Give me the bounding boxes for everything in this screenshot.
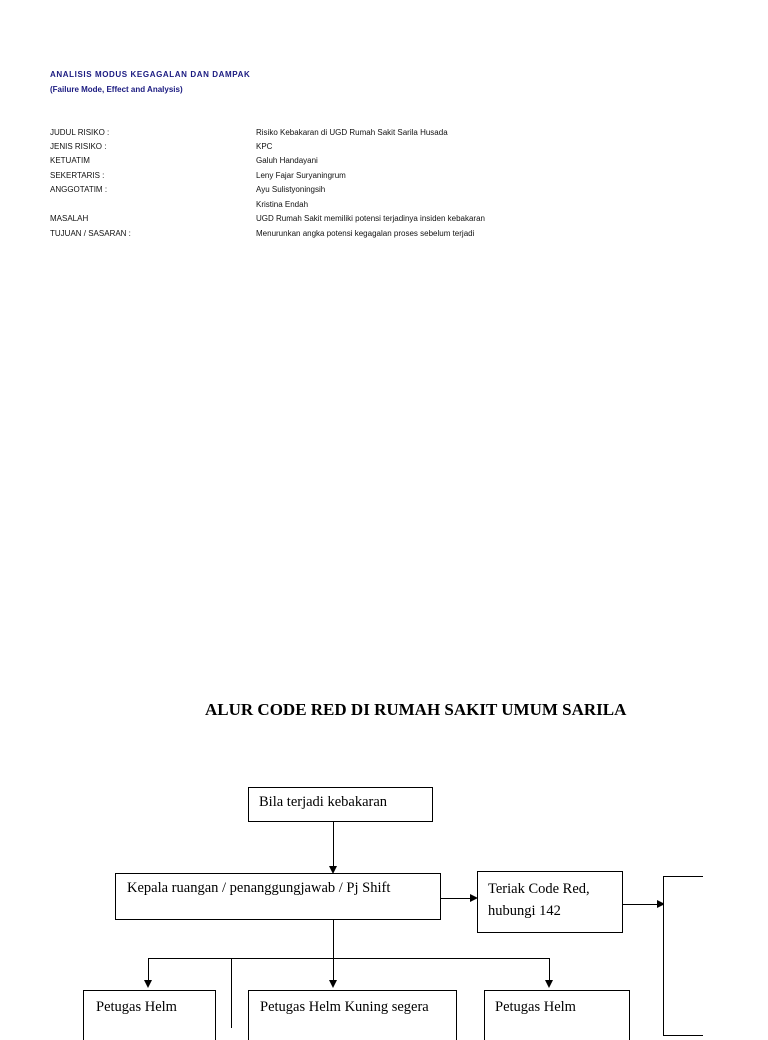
helm-left-text: Petugas Helm xyxy=(96,999,177,1015)
helm-right-box xyxy=(484,990,630,1040)
arrowhead-branch-right xyxy=(545,980,553,988)
connector-branch-left xyxy=(148,958,149,982)
meta-value-jenis: KPC xyxy=(256,142,273,151)
meta-label-ketua: KETUATIM xyxy=(50,156,90,165)
call-box-line-1: Teriak Code Red, xyxy=(488,881,590,897)
offscreen-box xyxy=(663,876,703,1036)
meta-value-tujuan: Menurunkan angka potensi kegagalan proses sebelum terjadi xyxy=(256,229,475,238)
meta-value-sekertaris: Leny Fajar Suryaningrum xyxy=(256,171,346,180)
document-subtitle: (Failure Mode, Effect and Analysis) xyxy=(50,85,183,94)
start-box-text: Bila terjadi kebakaran xyxy=(259,794,388,810)
meta-label-tujuan: TUJUAN / SASARAN : xyxy=(50,229,131,238)
meta-value-judul: Risiko Kebakaran di UGD Rumah Sakit Sarila Husada xyxy=(256,128,448,137)
connector-call-offscreen xyxy=(623,904,659,905)
helm-left-box xyxy=(83,990,216,1040)
start-box xyxy=(248,787,433,822)
meta-label-masalah: MASALAH xyxy=(50,214,89,223)
meta-value-ketua: Galuh Handayani xyxy=(256,156,318,165)
helm-middle-box xyxy=(248,990,457,1040)
meta-label-judul: JUDUL RISIKO : xyxy=(50,128,110,137)
document-title: ANALISIS MODUS KEGAGALAN DAN DAMPAK xyxy=(50,70,251,79)
connector-head-call xyxy=(441,898,472,899)
helm-middle-text: Petugas Helm Kuning segera xyxy=(260,999,429,1015)
head-box xyxy=(115,873,441,920)
meta-label-jenis: JENIS RISIKO : xyxy=(50,142,107,151)
arrowhead-branch-left xyxy=(144,980,152,988)
meta-value-anggota: Ayu Sulistyoningsih xyxy=(256,185,326,194)
meta-value-masalah: UGD Rumah Sakit memiliki potensi terjadinya insiden kebakaran xyxy=(256,214,485,223)
branch-vertical xyxy=(231,958,232,1028)
connector-branch-middle xyxy=(333,958,334,982)
head-box-text: Kepala ruangan / penanggungjawab / Pj Shift xyxy=(127,880,391,896)
arrowhead-branch-middle xyxy=(329,980,337,988)
connector-branch-right xyxy=(549,958,550,982)
meta-value-anggota-2: Kristina Endah xyxy=(256,200,309,209)
call-box xyxy=(477,871,623,933)
connector-head-branch xyxy=(333,920,334,958)
call-box-line-2: hubungi 142 xyxy=(488,903,561,919)
meta-label-sekertaris: SEKERTARIS : xyxy=(50,171,105,180)
branch-bar xyxy=(148,958,550,959)
flowchart-title: ALUR CODE RED DI RUMAH SAKIT UMUM SARILA xyxy=(205,700,627,719)
connector-start-head xyxy=(333,822,334,868)
meta-label-anggota: ANGGOTATIM : xyxy=(50,185,108,194)
helm-right-text: Petugas Helm xyxy=(495,999,576,1015)
